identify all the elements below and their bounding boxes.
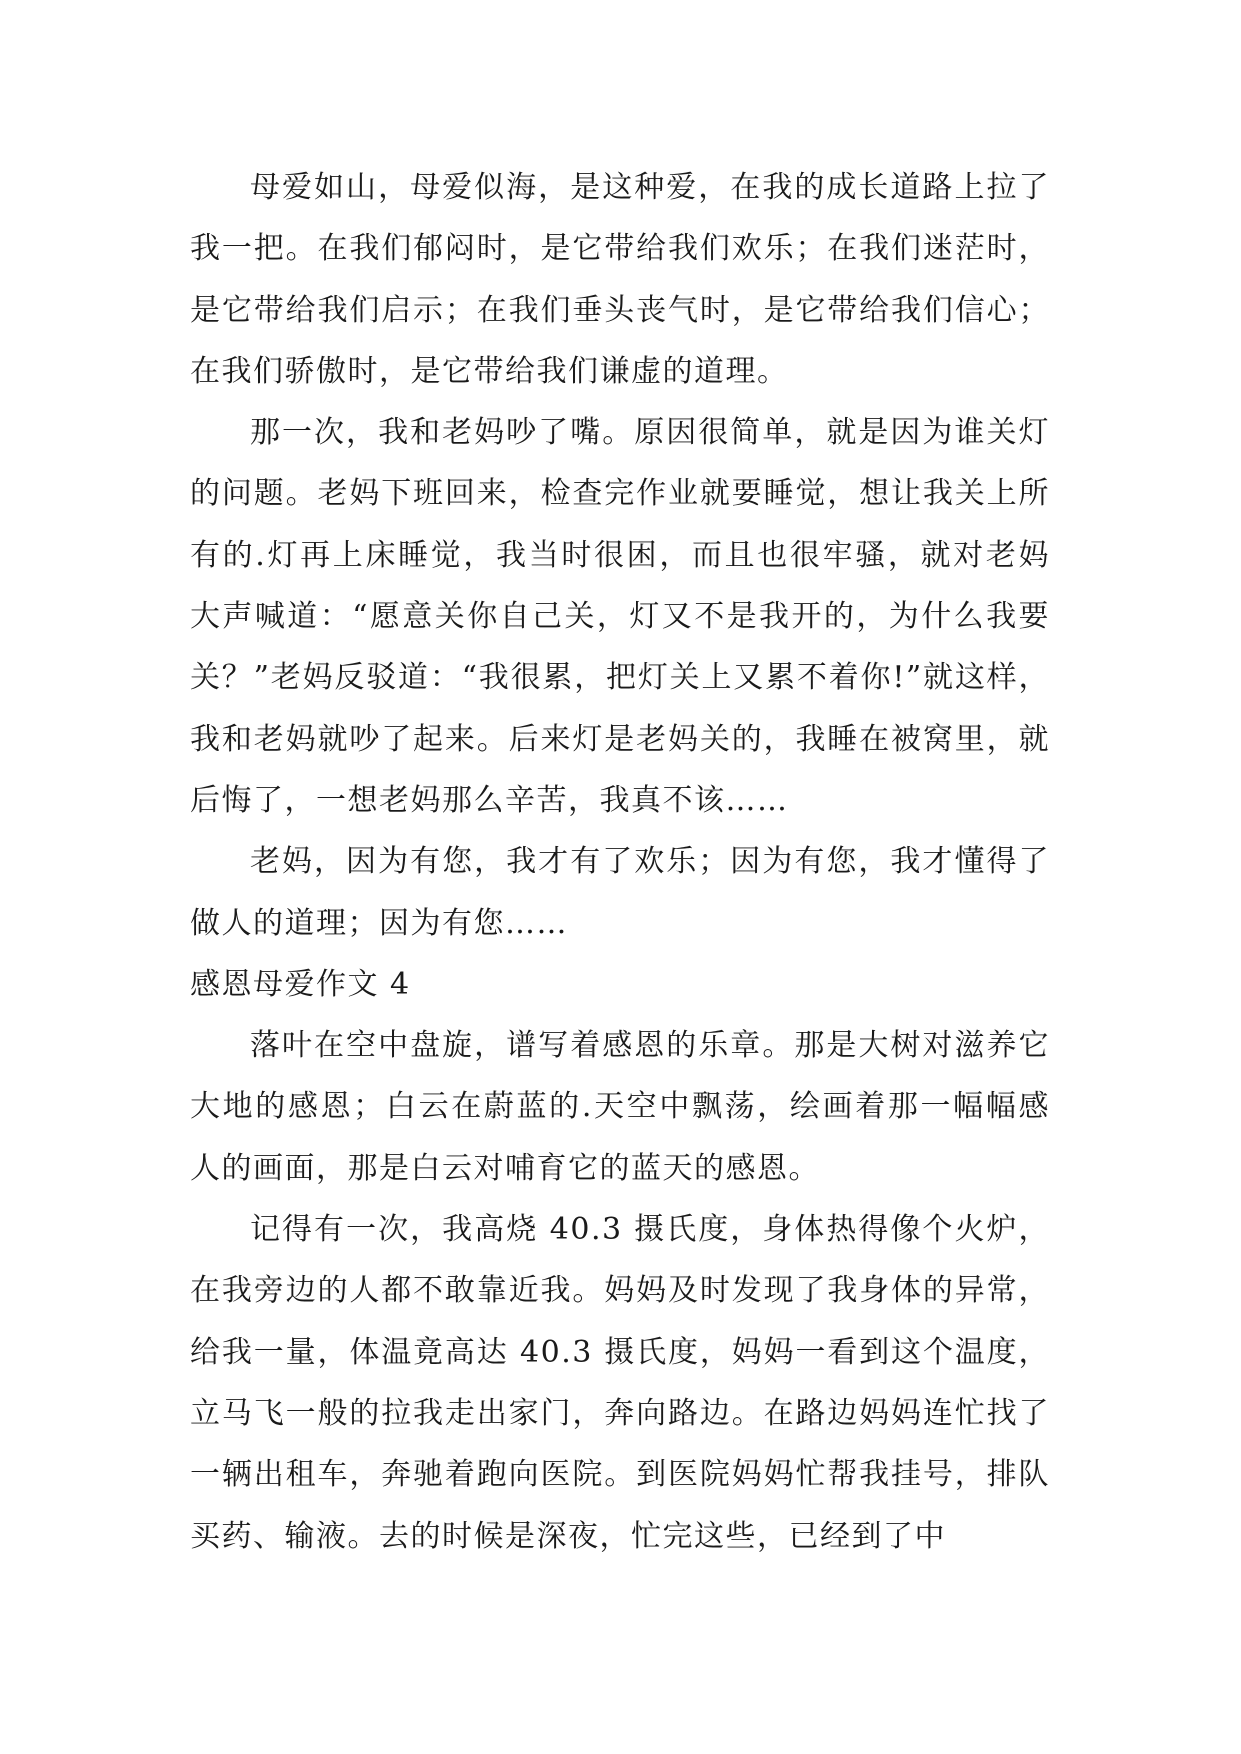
paragraph-quarrel: 那一次，我和老妈吵了嘴。原因很简单，就是因为谁关灯的问题。老妈下班回来，检查完作业就要睡觉，想让我关上所有的.灯再上床睡觉，我当时很困，而且也很牢骚，就对老妈大声喊道：“愿意关你自己关，灯又不是我开的，为什么我要关？”老妈反驳道：“我很累，把灯关上又累不着你!”就这样，我和老妈就吵了起来。后来灯是老妈关的，我睡在被窝里，就后悔了，一想老妈那么辛苦，我真不该…… <box>190 415 1050 818</box>
paragraph-gratitude-nature: 落叶在空中盘旋，谱写着感恩的乐章。那是大树对滋养它大地的感恩；白云在蔚蓝的.天空中飘荡，绘画着那一幅幅感人的画面，那是白云对哺育它的蓝天的感恩。 <box>190 1028 1050 1186</box>
paragraph-mother-love: 母爱如山，母爱似海，是这种爱，在我的成长道路上拉了我一把。在我们郁闷时，是它带给我们欢乐；在我们迷茫时，是它带给我们启示；在我们垂头丧气时，是它带给我们信心；在我们骄傲时，是它带给我们谦虚的道理。 <box>190 170 1050 389</box>
paragraph-because-of-you: 老妈，因为有您，我才有了欢乐；因为有您，我才懂得了做人的道理；因为有您…… <box>190 844 1050 941</box>
essay-heading: 感恩母爱作文 4 <box>190 966 411 1002</box>
paragraph-fever: 记得有一次，我高烧 40.3 摄氏度，身体热得像个火炉，在我旁边的人都不敢靠近我。妈妈及时发现了我身体的异常，给我一量，体温竟高达 40.3 摄氏度，妈妈一看到这个温度，立马飞一般的拉我走出家门，奔向路边。在路边妈妈连忙找了一辆出租车，奔驰着跑向医院。到医院妈妈忙帮我挂号，排队买药、输液。去的时候是深夜，忙完这些，已经到了中 <box>190 1212 1050 1554</box>
document-body <box>190 157 1050 1567</box>
